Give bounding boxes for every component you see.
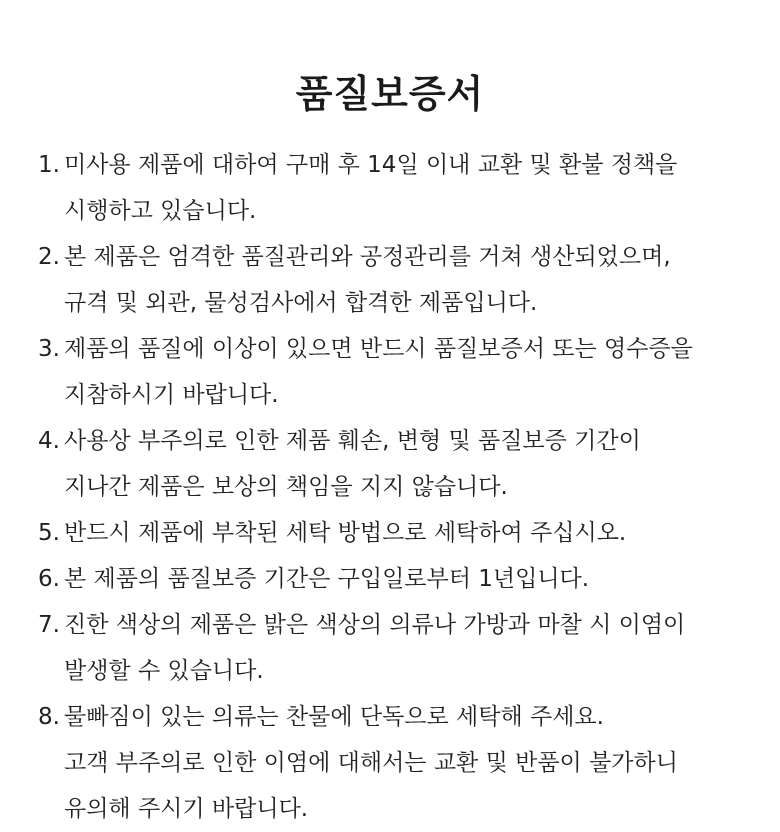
item-text-line: 진한 색상의 제품은 밝은 색상의 의류나 가방과 마찰 시 이염이	[64, 612, 686, 638]
item-text-line: 지나간 제품은 보상의 책임을 지지 않습니다.	[64, 474, 508, 500]
list-item	[38, 694, 780, 832]
item-text-line: 반드시 제품에 부착된 세탁 방법으로 세탁하여 주십시오.	[64, 520, 627, 546]
list-item	[38, 142, 780, 234]
item-text-line: 본 제품은 엄격한 품질관리와 공정관리를 거쳐 생산되었으며,	[64, 244, 671, 270]
list-item	[38, 234, 780, 326]
list-item	[38, 556, 780, 602]
page-title: 품질보증서	[295, 72, 485, 116]
item-text-line: 유의해 주시기 바랍니다.	[64, 796, 309, 822]
item-number: 3.	[38, 336, 60, 362]
item-text-line: 고객 부주의로 인한 이염에 대해서는 교환 및 반품이 불가하니	[64, 750, 678, 776]
item-text-line: 시행하고 있습니다.	[64, 198, 257, 224]
list-item	[38, 602, 780, 694]
item-number: 6.	[38, 566, 60, 592]
item-text-line: 규격 및 외관, 물성검사에서 합격한 제품입니다.	[64, 290, 538, 316]
item-text-line: 지참하시기 바랍니다.	[64, 382, 279, 408]
item-text-line: 본 제품의 품질보증 기간은 구입일로부터 1년입니다.	[64, 566, 590, 592]
item-text-line: 물빠짐이 있는 의류는 찬물에 단독으로 세탁해 주세요.	[64, 704, 604, 730]
item-number: 2.	[38, 244, 60, 270]
item-number: 5.	[38, 520, 60, 546]
item-number: 7.	[38, 612, 60, 638]
item-text-line: 제품의 품질에 이상이 있으면 반드시 품질보증서 또는 영수증을	[64, 336, 693, 362]
list-item	[38, 326, 780, 418]
warranty-terms-list	[0, 142, 780, 832]
item-text-line: 사용상 부주의로 인한 제품 훼손, 변형 및 품질보증 기간이	[64, 428, 641, 454]
item-number: 1.	[38, 152, 60, 178]
item-text-line: 미사용 제품에 대하여 구매 후 14일 이내 교환 및 환불 정책을	[64, 152, 678, 178]
list-item	[38, 418, 780, 510]
item-number: 4.	[38, 428, 60, 454]
item-text-line: 발생할 수 있습니다.	[64, 658, 264, 684]
list-item	[38, 510, 780, 556]
item-number: 8.	[38, 704, 60, 730]
